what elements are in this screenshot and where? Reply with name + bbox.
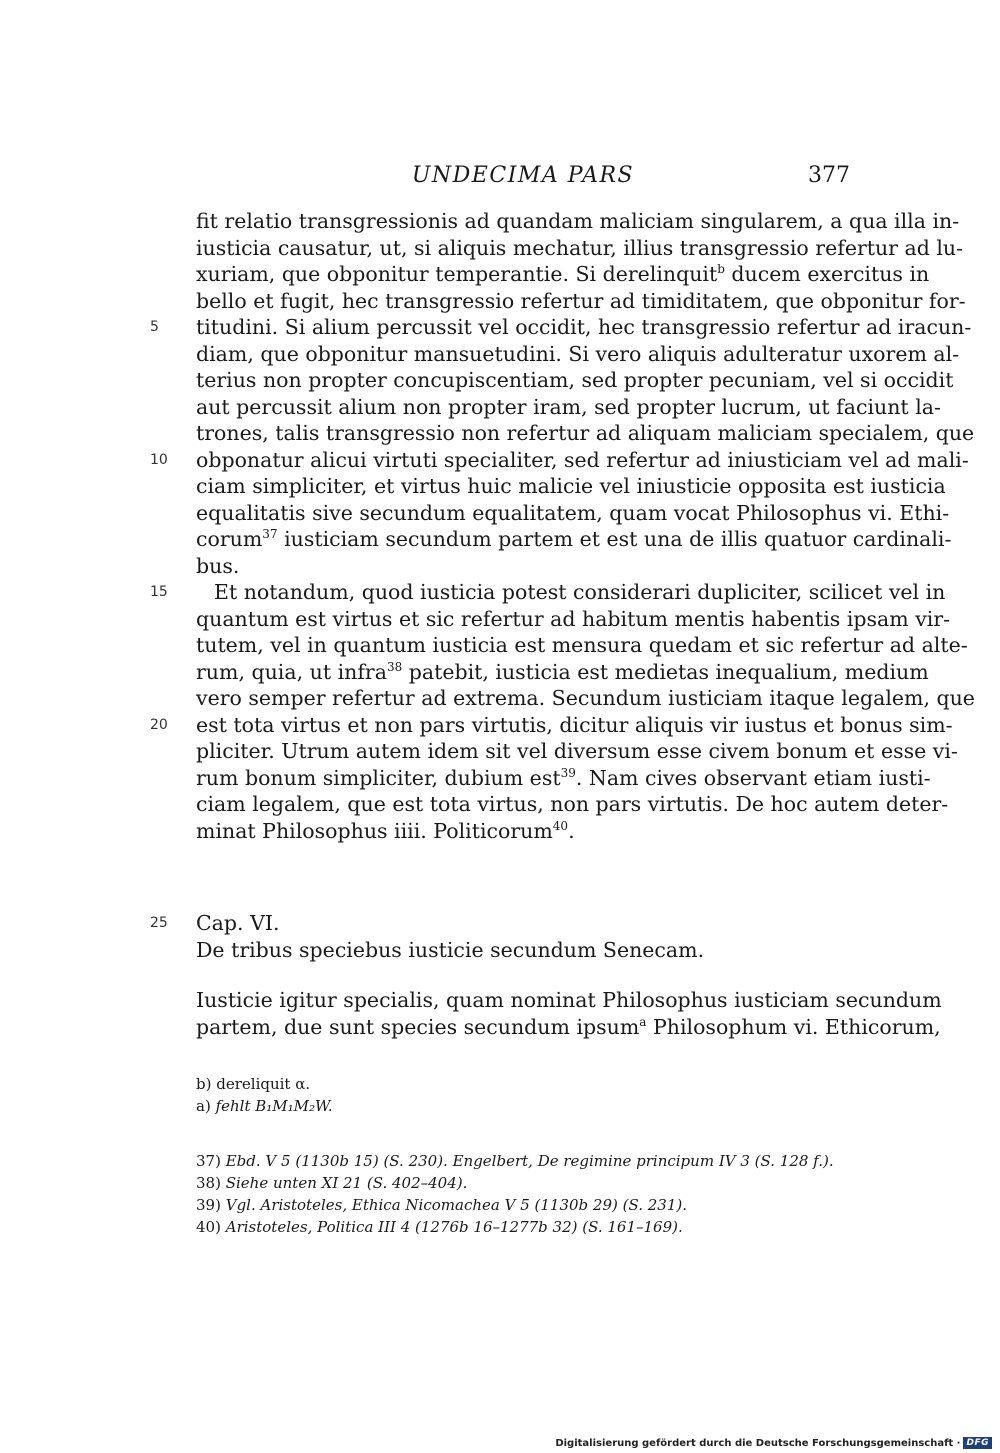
- text-line: [196, 987, 942, 1014]
- main-text: [150, 208, 975, 844]
- text-line: [150, 314, 972, 341]
- chapter-text: [196, 987, 942, 1040]
- line-text: est tota virtus et non pars virtutis, dicitur aliquis vir iustus et bonus sim-: [196, 712, 953, 737]
- footnote-label: 38): [196, 1174, 221, 1192]
- line-text: xuriam, que obponitur temperantie. Si derelinquit: [196, 262, 718, 286]
- text-line: [196, 288, 966, 315]
- line-number: 10: [150, 451, 168, 468]
- line-text: rum, quia, ut infra: [196, 659, 387, 684]
- line-text: equalitatis sive secundum equalitatem, quam vocat Philosophus vi. Ethi-: [196, 500, 950, 525]
- line-text: minat Philosophus iiii. Politicorum: [196, 818, 553, 843]
- line-number: 5: [150, 319, 159, 335]
- line-number: 25: [150, 915, 168, 931]
- text-line: [196, 632, 968, 659]
- text-line: [196, 420, 975, 447]
- text-line: [196, 1014, 941, 1041]
- text-line: [196, 738, 958, 765]
- line-text-cont: ducem exercitus in: [724, 262, 930, 286]
- text-line: [150, 447, 969, 474]
- text-line: [196, 659, 929, 686]
- line-text-cont: . Nam cives observant etiam iusti-: [575, 765, 931, 790]
- line-text: rum bonum simpliciter, dubium est: [196, 765, 561, 790]
- line-number: 15: [150, 584, 168, 600]
- line-text: quantum est virtus et sic refertur ad habitum mentis habentis ipsam vir-: [196, 606, 951, 631]
- text-line: [196, 394, 941, 421]
- apparatus-label: b): [196, 1075, 212, 1093]
- apparatus-entry: [196, 1095, 333, 1117]
- text-line: [196, 341, 960, 368]
- line-text: pliciter. Utrum autem idem sit vel diversum esse civem bonum et esse vi-: [196, 739, 958, 763]
- footer-text: Digitalisierung gefördert durch die Deutsche Forschungsgemeinschaft ·: [555, 1437, 961, 1449]
- chapter-heading: Cap. VI.: [196, 911, 280, 935]
- chapter-subtitle: De tribus speciebus iusticie secundum Senecam.: [196, 937, 705, 962]
- line-text: diam, que obponitur mansuetudini. Si vero aliquis adulteratur uxorem al-: [196, 341, 960, 366]
- text-line: [196, 261, 930, 288]
- text-line: [196, 367, 954, 394]
- text-line: [196, 791, 949, 818]
- line-text: trones, talis transgressio non refertur ad aliquam maliciam specialem, que: [196, 421, 975, 445]
- footnote-40: [196, 1216, 834, 1238]
- line-text: titudini. Si alium percussit vel occidit, hec transgressio refertur ad iracun-: [196, 315, 972, 339]
- line-text: aut percussit alium non propter iram, sed propter lucrum, ut faciunt la-: [196, 394, 941, 419]
- text-line: [196, 606, 951, 633]
- apparatus-text: dereliquit α.: [216, 1075, 311, 1093]
- footnote-38: [196, 1172, 834, 1194]
- chapter-heading-line: [150, 910, 850, 937]
- footnote-ref: 38: [386, 659, 403, 674]
- text-line: [196, 765, 931, 792]
- chapter-block: [150, 910, 850, 963]
- footnote-text: Vgl. Aristoteles, Ethica Nicomachea V 5 (1130b 29) (S. 231).: [225, 1196, 687, 1214]
- text-line: [196, 818, 850, 845]
- line-text: fit relatio transgressionis ad quandam maliciam singularem, a qua illa in-: [196, 209, 960, 233]
- footnote-text: Siehe unten XI 21 (S. 402–404).: [225, 1174, 468, 1192]
- running-head: [196, 163, 850, 193]
- apparatus-entry: [196, 1073, 333, 1095]
- chapter-subtitle-line: [196, 937, 850, 964]
- text-line: [150, 579, 946, 606]
- line-text: Iusticie igitur specialis, quam nominat Philosophus iusticiam secundum: [196, 988, 942, 1012]
- line-text: corum: [196, 527, 263, 551]
- line-text: vero semper refertur ad extrema. Secundum iusticiam itaque legalem, que: [196, 686, 975, 710]
- footnote-ref: 37: [262, 527, 278, 541]
- digitization-footer: [555, 1437, 992, 1449]
- line-text: iusticia causatur, ut, si aliquis mechatur, illius transgressio refertur ad lu-: [196, 235, 964, 260]
- text-line: [196, 685, 975, 712]
- line-text: terius non propter concupiscentiam, sed propter pecuniam, vel si occidit: [196, 368, 954, 392]
- footnote-label: 37): [196, 1152, 221, 1170]
- text-line: [196, 235, 964, 262]
- line-text: partem, due sunt species secundum ipsum: [196, 1014, 640, 1039]
- line-text: Et notandum, quod iusticia potest considerari dupliciter, scilicet vel in: [214, 580, 946, 604]
- dfg-logo: DFG: [963, 1437, 992, 1449]
- text-line: [196, 553, 850, 580]
- footnote-ref: a: [639, 1014, 647, 1029]
- line-text: ciam legalem, que est tota virtus, non pars virtutis. De hoc autem deter-: [196, 792, 949, 816]
- text-line: [196, 208, 960, 235]
- footnote-label: 39): [196, 1196, 221, 1214]
- line-text: ciam simpliciter, et virtus huic malicie vel iniusticie opposita est iusticia: [196, 474, 946, 498]
- footnote-ref: 39: [560, 765, 576, 780]
- footnote-text: Aristoteles, Politica III 4 (1276b 16–1277b 32) (S. 161–169).: [225, 1218, 683, 1236]
- footnote-39: [196, 1194, 834, 1216]
- footnote-label: 40): [196, 1218, 221, 1236]
- line-text-cont: .: [568, 818, 575, 843]
- line-text-cont: Philosophum vi. Ethicorum,: [646, 1014, 941, 1039]
- running-title: UNDECIMA PARS: [411, 163, 635, 188]
- line-text: obponatur alicui virtuti specialiter, sed refertur ad iniusticiam vel ad mali-: [196, 447, 969, 472]
- text-line: [196, 526, 952, 553]
- footnote-ref: 40: [552, 818, 569, 833]
- text-line: [150, 712, 953, 739]
- line-text-cont: iusticiam secundum partem et est una de illis quatuor cardinali-: [277, 527, 952, 551]
- text-line: [196, 473, 946, 500]
- footnote-37: [196, 1150, 834, 1172]
- apparatus-label: a): [196, 1097, 211, 1115]
- apparatus-text: fehlt B₁M₁M₂W.: [215, 1097, 333, 1115]
- footnotes: [196, 1150, 834, 1238]
- text-line: [196, 500, 950, 527]
- line-number: 20: [150, 716, 168, 733]
- footnote-text: Ebd. V 5 (1130b 15) (S. 230). Engelbert, De regimine principum IV 3 (S. 128 f.).: [225, 1152, 834, 1170]
- line-text: bello et fugit, hec transgressio refertur ad timiditatem, que obponitur for-: [196, 288, 966, 313]
- line-text: tutem, vel in quantum iusticia est mensura quedam et sic refertur ad alte-: [196, 633, 968, 657]
- line-text: bus.: [196, 553, 240, 578]
- page-number: 377: [808, 163, 850, 188]
- line-text-cont: patebit, iusticia est medietas inequalium, medium: [402, 659, 929, 684]
- footnote-ref: b: [717, 262, 725, 276]
- critical-apparatus: [196, 1073, 333, 1117]
